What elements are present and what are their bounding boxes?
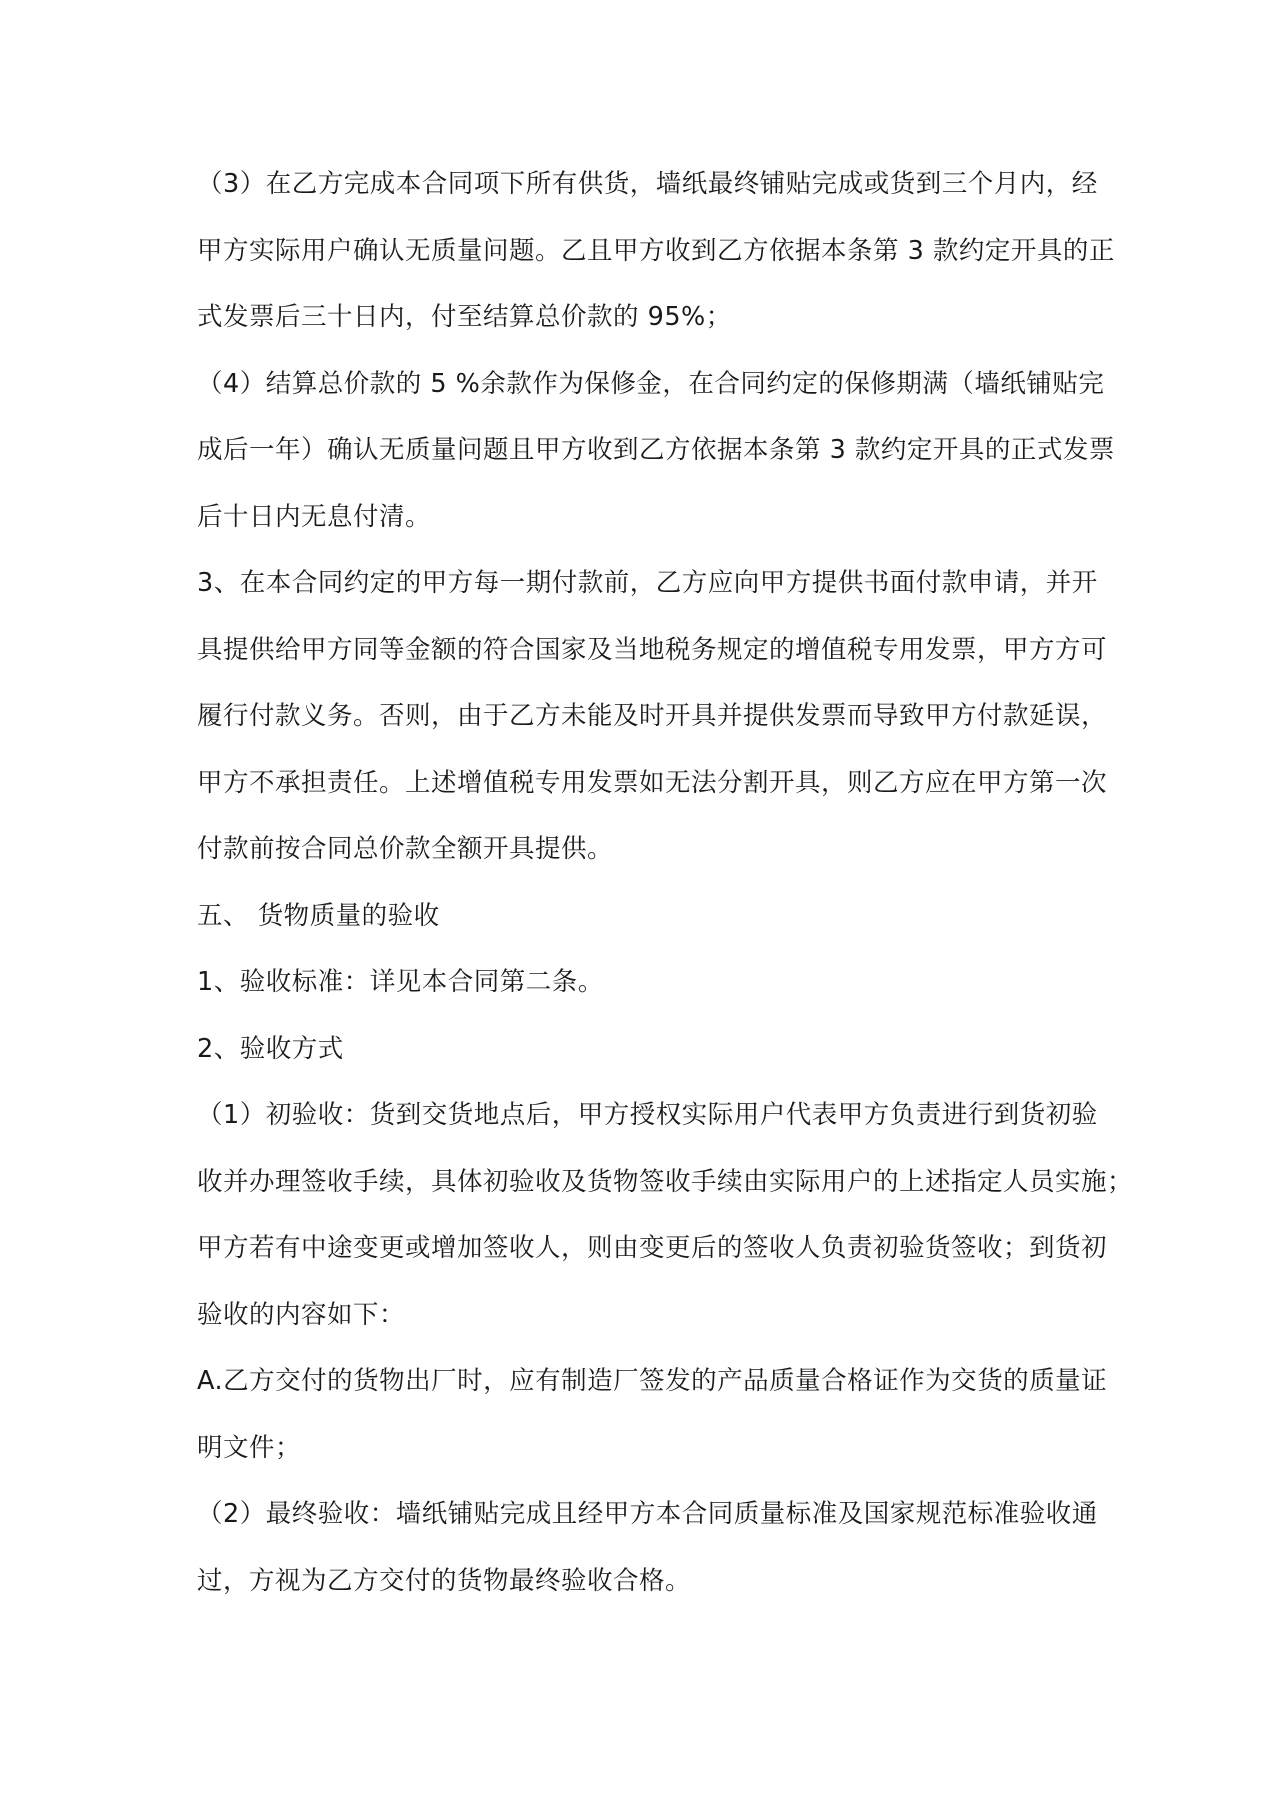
text-line-3: 式发票后三十日内，付至结算总价款的 95%； xyxy=(197,302,732,332)
text-line-4: （4）结算总价款的 5 %余款作为保修金，在合同约定的保修期满（墙纸铺贴完 xyxy=(197,368,1105,399)
text-line-20: 明文件； xyxy=(197,1432,302,1463)
text-line-7: 3、在本合同约定的甲方每一期付款前，乙方应向甲方提供书面付款申请，并开 xyxy=(197,568,1098,598)
text-line-21: （2）最终验收：墙纸铺贴完成且经甲方本合同质量标准及国家规范标准验收通 xyxy=(197,1499,1098,1529)
text-line-5: 成后一年）确认无质量问题且甲方收到乙方依据本条第 3 款约定开具的正式发票 xyxy=(197,435,1115,465)
text-line-18: 验收的内容如下： xyxy=(197,1299,406,1330)
text-line-14: 2、验收方式 xyxy=(197,1033,344,1064)
text-line-17: 甲方若有中途变更或增加签收人，则由变更后的签收人负责初验货签收；到货初 xyxy=(197,1233,1108,1263)
text-line-6: 后十日内无息付清。 xyxy=(197,501,432,532)
text-line-1: （3）在乙方完成本合同项下所有供货，墙纸最终铺贴完成或货到三个月内，经 xyxy=(197,169,1098,199)
text-line-8: 具提供给甲方同等金额的符合国家及当地税务规定的增值税专用发票，甲方方可 xyxy=(197,634,1108,665)
text-line-19: A.乙方交付的货物出厂时，应有制造厂签发的产品质量合格证作为交货的质量证 xyxy=(197,1366,1108,1396)
section-heading: 五、 货物质量的验收 xyxy=(197,900,440,931)
text-line-11: 付款前按合同总价款全额开具提供。 xyxy=(197,834,614,864)
text-line-13: 1、验收标准：详见本合同第二条。 xyxy=(197,967,604,997)
document-body xyxy=(197,166,1134,1629)
text-line-2: 甲方实际用户确认无质量问题。乙且甲方收到乙方依据本条第 3 款约定开具的正 xyxy=(197,235,1115,266)
text-line-10: 甲方不承担责任。上述增值税专用发票如无法分割开具，则乙方应在甲方第一次 xyxy=(197,767,1108,798)
text-line-15: （1）初验收：货到交货地点后，甲方授权实际用户代表甲方负责进行到货初验 xyxy=(197,1100,1098,1130)
text-line-9: 履行付款义务。否则，由于乙方未能及时开具并提供发票而导致甲方付款延误， xyxy=(197,701,1108,731)
text-line-16: 收并办理签收手续，具体初验收及货物签收手续由实际用户的上述指定人员实施； xyxy=(197,1166,1134,1197)
text-line-22: 过，方视为乙方交付的货物最终验收合格。 xyxy=(197,1565,692,1596)
